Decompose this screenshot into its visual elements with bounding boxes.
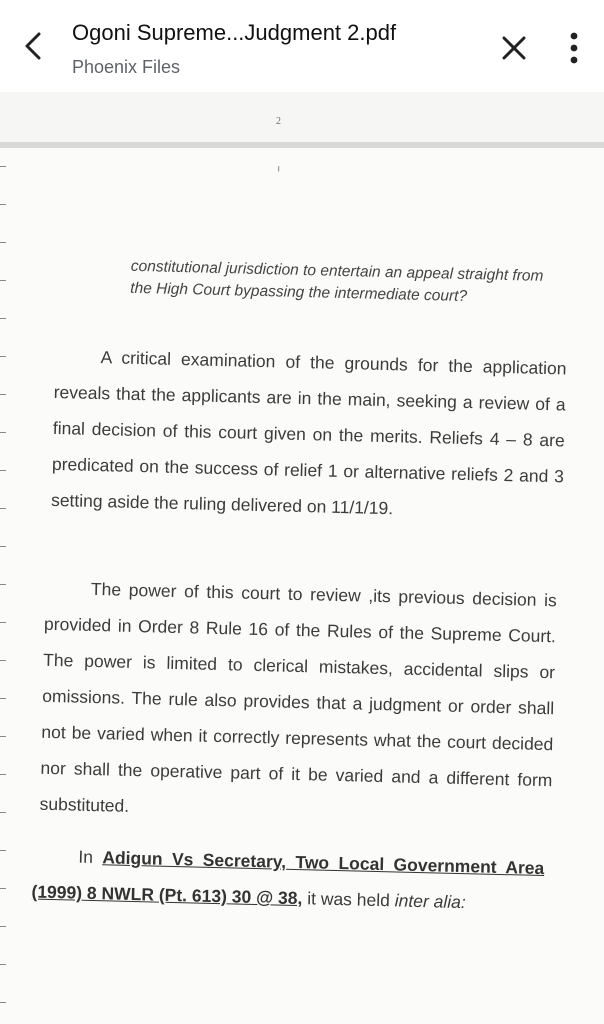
paragraph-1: A critical examination of the grounds for the application reveals that the applicants are in the main, seeking a review of a final decision of this court given on the merits. Reliefs 4 – 8 are predicated on the success of relief 1 or alternative reliefs 2 and 3 setting aside the ruling delivered on 11/1/19. xyxy=(50,347,567,519)
paragraph-3-suffix: it was held xyxy=(302,888,391,911)
close-button[interactable] xyxy=(498,32,530,64)
case-citation: Adigun Vs Secretary, Two Local Government Area (1999) 8 NWLR (Pt. 613) 30 @ 38, xyxy=(31,847,545,909)
chevron-left-icon xyxy=(16,28,52,64)
paragraph-3-end: inter alia: xyxy=(394,890,467,913)
paragraph-2: The power of this court to review ,its previous decision is provided in Order 8 Rule 16 of the Rules of the Supreme Court. The power is limited to clerical mistakes, accidental slips or omissions. The rule also provides that a judgment or order shall not be varied when it correctly represents what the court decided nor shall the operative part of it be varied and a different form substituted. xyxy=(39,578,558,816)
app-bar xyxy=(0,0,604,93)
page-number: 2 xyxy=(276,116,281,127)
more-vert-icon xyxy=(560,28,588,68)
paragraph-3 xyxy=(31,838,545,922)
document-title: Ogoni Supreme...Judgment 2.pdf xyxy=(72,20,397,45)
paragraph-3-prefix: In xyxy=(78,846,103,868)
pdf-page xyxy=(0,148,604,1024)
more-options-button[interactable] xyxy=(560,28,588,68)
close-icon xyxy=(498,32,530,64)
back-button[interactable] xyxy=(16,28,52,64)
document-source: Phoenix Files xyxy=(72,57,181,77)
title-block xyxy=(72,18,472,80)
previous-page-bottom xyxy=(0,92,604,142)
scanned-text: ı constitutional jurisdiction to entertain an appeal straight from the High Court bypassing the intermediate court? A critical examination of the grounds for the application reveals that the applicants are in the main, seeking a review of a final decision of this court given on the merits. Reliefs 4 – 8 are predicated on the success of relief 1 or alternative reliefs 2 and 3 setting aside the ruling delivered on 11/1/19. The power of this court to review ,its previous decision is provided in Order 8 Rule 16 of the Rules of the Supreme Court. The power is limited to clerical mistakes, accidental slips or omissions. The rule also provides that a judgment or order shall not be varied when it correctly represents what the court decided nor shall the operative part of it be varied and a different form substituted. In Adigun Vs Secretary, Two Local Government Area (1999) 8 NWLR (Pt. 613) 30 @ 38, it was held inter alia: xyxy=(0,148,604,1024)
quoted-question: constitutional jurisdiction to entertain an appeal straight from the High Court bypassing the intermediate court? xyxy=(130,257,544,306)
pdf-viewer[interactable] xyxy=(0,92,604,1024)
